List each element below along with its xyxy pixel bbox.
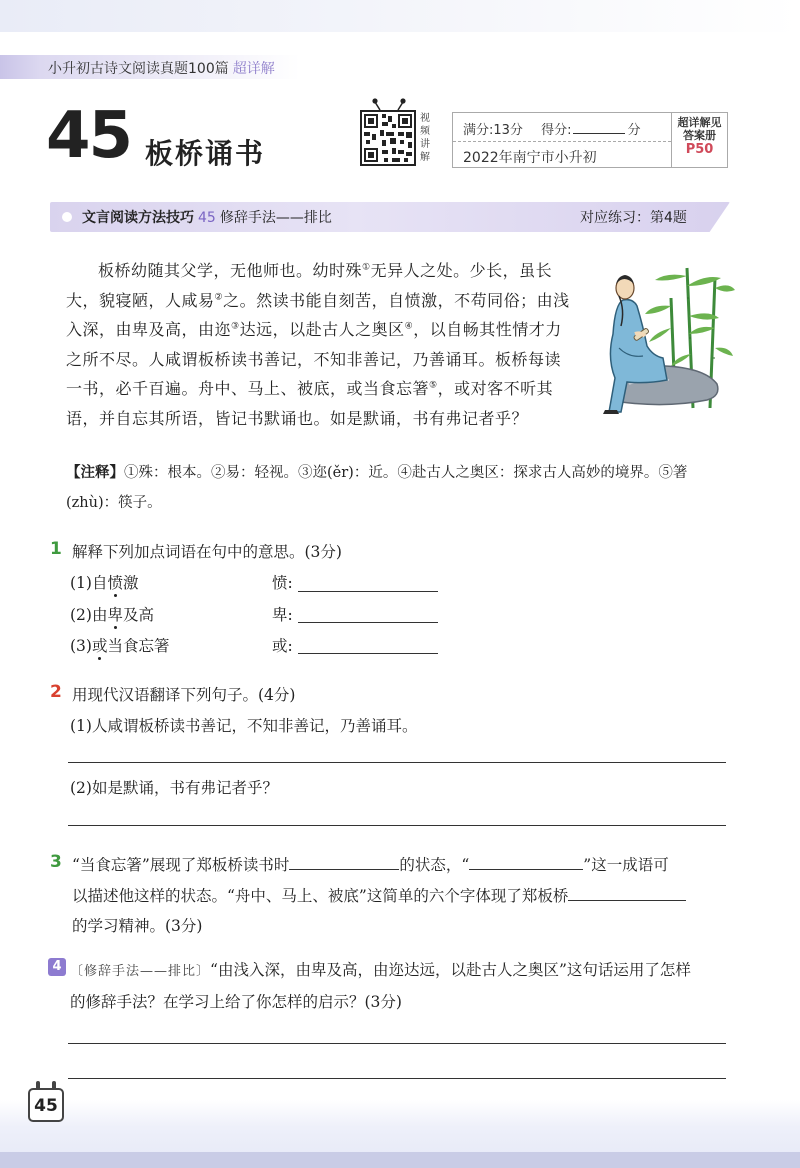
q1-item-3-key: 或: [272, 637, 293, 655]
page-number: 45 [28, 1088, 64, 1122]
q1-item-2-key: 卑: [272, 606, 293, 624]
qr-antenna-left-icon [372, 98, 382, 110]
q1-item-1 [70, 571, 139, 593]
exam-source: 2022年南宁市小升初 [463, 150, 597, 166]
question-2-number: 2 [50, 682, 62, 702]
passage-text: 无异人之处。少长，虽长大，貌寝陋，人咸易 [66, 261, 553, 310]
q2-sentence-2: (2)如是默诵，书有弗记者乎？ [70, 779, 278, 797]
score-unit: 分 [627, 123, 641, 138]
question-1-prompt: 解释下列加点词语在句中的意思。(3分) [72, 543, 342, 561]
top-decor-stripe [0, 0, 800, 32]
q3-blank-3[interactable] [568, 887, 686, 901]
full-score: 满分:13分 [463, 123, 523, 138]
got-score-blank[interactable] [573, 122, 625, 134]
q1-item-text: (3) [70, 637, 92, 655]
q3-text: ”这一成语可 [583, 856, 669, 874]
qr-antenna-right-icon [396, 98, 406, 110]
question-3-number: 3 [50, 852, 62, 872]
book-title [48, 58, 275, 78]
q2-answer-2-line[interactable] [68, 825, 726, 826]
answer-reference [672, 112, 728, 168]
q1-answer-2-blank[interactable] [298, 622, 438, 623]
q1-item-text: 及高 [122, 606, 154, 624]
q4-answer-line-2[interactable] [68, 1078, 726, 1079]
q3-text: 的状态，“ [399, 856, 470, 874]
passage-text: ，以自畅其性情才力之所不尽。人咸谓板桥读书善记，不知非善记，乃善诵耳。板桥每读一书，必千百遍。舟中、马上、被底，或当食忘箸 [66, 320, 562, 398]
notes-text: ①殊：根本。②易：轻视。③迩(ěr)：近。④赴古人之奥区：探求古人高妙的境界。⑤箸(zhù)：筷子。 [66, 465, 688, 511]
q4-answer-line-1[interactable] [68, 1043, 726, 1044]
q1-item-text: 当食忘箸 [107, 637, 170, 655]
annotations [66, 458, 736, 518]
notes-tag: 【注释】 [66, 465, 124, 481]
q1-item-text: (1)自 [70, 574, 108, 592]
question-1-number: 1 [50, 539, 62, 559]
lesson-title: 板桥诵书 [145, 137, 266, 170]
passage-paragraph [66, 256, 571, 433]
bottom-decor-stripe [0, 1152, 800, 1168]
method-topic: 修辞手法——排比 [219, 210, 332, 226]
passage-text: 板桥幼随其父学，无他师也。幼时殊 [98, 261, 363, 280]
q1-item-text: 激 [122, 574, 139, 592]
q4-text: “由浅入深，由卑及高，由迩达远，以赴古人之奥区”这句话运用了怎样 [210, 961, 691, 979]
book-title-main: 小升初古诗文阅读真题100篇 [48, 61, 229, 77]
answer-ref-line2: 答案册 [683, 129, 716, 142]
question-3-line-1 [72, 853, 669, 875]
q3-blank-1[interactable] [289, 856, 399, 870]
emphasis-dot-word: 愤 [107, 574, 123, 592]
qr-code-icon [362, 112, 414, 164]
note-marker: ④ [404, 321, 414, 332]
bullet-dot-icon [62, 212, 72, 222]
q1-item-2 [70, 603, 154, 625]
q2-answer-1-line[interactable] [68, 762, 726, 763]
score-divider [453, 141, 671, 142]
q3-text: 以描述他这样的状态。“舟中、马上、被底”这简单的六个字体现了郑板桥 [72, 887, 569, 905]
score-box [452, 112, 672, 168]
answer-ref-line1: 超详解见 [677, 116, 722, 129]
method-number: 45 [198, 210, 216, 226]
method-title [82, 207, 332, 227]
q2-sentence-1: (1)人咸谓板桥读书善记，不知非善记，乃善诵耳。 [70, 717, 418, 735]
score-row [463, 119, 640, 138]
q3-blank-2[interactable] [469, 856, 583, 870]
method-label: 文言阅读方法技巧 [82, 210, 194, 226]
video-explain-label: 视频讲解 [420, 113, 430, 163]
q1-item-3 [70, 634, 170, 656]
emphasis-dot-word: 或 [91, 637, 108, 655]
question-4-line-2: 的修辞手法？在学习上给了你怎样的启示？(3分) [70, 993, 402, 1011]
classical-passage [66, 256, 571, 433]
scholar-reading-illustration [575, 258, 735, 418]
q1-item-text: (2)由 [70, 606, 108, 624]
question-4-line-1 [70, 958, 691, 980]
book-title-suffix: 超详解 [232, 61, 275, 77]
lesson-number: 45 [46, 99, 132, 173]
note-marker: ③ [231, 321, 240, 332]
q1-item-1-key: 愤: [272, 574, 293, 592]
q1-answer-1-blank[interactable] [298, 591, 438, 592]
question-3-line-2 [72, 884, 686, 906]
emphasis-dot-word: 卑 [107, 606, 123, 624]
passage-text: ，或对客不听其语，并自忘其所语，皆记书默诵也。如是默诵，书有弗记者乎？ [66, 379, 554, 428]
question-3-line-3: 的学习精神。(3分) [72, 917, 203, 935]
passage-text: 达远，以赴古人之奥区 [239, 320, 405, 339]
video-qr-code[interactable] [360, 110, 416, 166]
question-4-number: 4 [48, 958, 66, 976]
q3-text: “当食忘箸”展现了郑板桥读书时 [72, 856, 290, 874]
q4-technique-tag: 〔修辞手法——排比〕 [70, 964, 211, 979]
got-score-label: 得分: [541, 123, 572, 138]
answer-ref-page: P50 [685, 142, 714, 157]
practice-reference: 对应练习：第4题 [580, 210, 687, 226]
q1-answer-3-blank[interactable] [298, 653, 438, 654]
question-2-prompt: 用现代汉语翻译下列句子。(4分) [72, 686, 296, 704]
note-marker: ① [362, 262, 371, 273]
passage-text: 之。然读书能自刻苦，自愤激，不苟同俗；由浅入深，由卑及高，由迩 [66, 290, 570, 339]
note-marker: ⑤ [429, 380, 438, 391]
note-marker: ② [214, 292, 224, 303]
